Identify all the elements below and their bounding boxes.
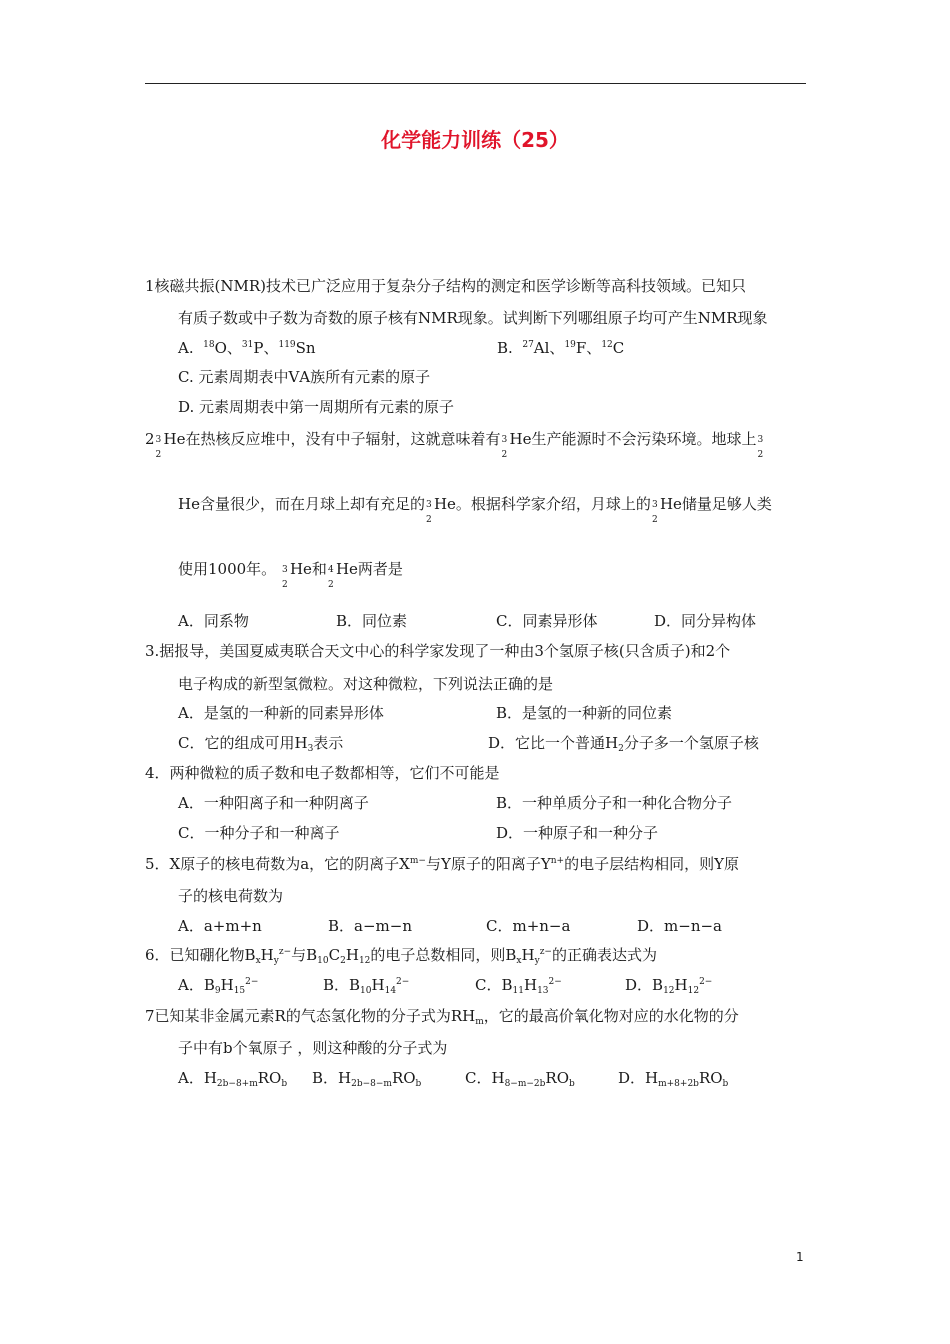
q7-option-a: A．$H_{2b-8+m}RO_b$ bbox=[178, 1069, 288, 1089]
q5-option-a: A．a+m+n bbox=[178, 917, 262, 935]
q7-text-line2: 子中有b个氧原子 ，则这种酸的分子式为 bbox=[178, 1039, 448, 1057]
he3-isotope-notation: 3 2 bbox=[501, 435, 508, 460]
page-title: 化学能力训练（25） bbox=[381, 128, 569, 152]
q1-option-a: A. $^{18}$O、$^{31}$P、$^{119}$Sn bbox=[178, 339, 316, 357]
q2-option-b: B．同位素 bbox=[336, 612, 408, 630]
q6-option-c: C．$B_{11}H_{13}^{2-}$ bbox=[475, 976, 562, 996]
q3-option-c: C．它的组成可用$H_3$表示 bbox=[178, 734, 344, 754]
q4-text: 4．两种微粒的质子数和电子数都相等，它们不可能是 bbox=[145, 764, 500, 782]
q1-text-line1: 1核磁共振(NMR)技术已广泛应用于复杂分子结构的测定和医学诊断等高科技领域。已知只 bbox=[145, 277, 747, 295]
q2-option-c: C．同素异形体 bbox=[496, 612, 598, 630]
q5-option-b: B．a−m−n bbox=[328, 917, 412, 935]
header-rule bbox=[145, 83, 806, 84]
q2-text-line3: 使用1000年。 3 2 He和 4 2 He两者是 bbox=[178, 560, 403, 590]
q4-option-c: C．一种分子和一种离子 bbox=[178, 824, 340, 842]
he3-isotope-notation: 3 2 bbox=[281, 565, 288, 590]
he3-isotope-notation: 3 2 bbox=[757, 435, 764, 460]
q7-option-b: B．$H_{2b-8-m}RO_b$ bbox=[312, 1069, 422, 1089]
q4-option-b: B．一种单质分子和一种化合物分子 bbox=[496, 794, 733, 812]
q2-option-d: D．同分异构体 bbox=[654, 612, 757, 630]
he3-isotope-notation: 3 2 bbox=[425, 500, 432, 525]
q2-option-a: A．同系物 bbox=[178, 612, 249, 630]
q3-option-b: B．是氢的一种新的同位素 bbox=[496, 704, 673, 722]
q1-option-d: D. 元素周期表中第一周期所有元素的原子 bbox=[178, 398, 455, 416]
q1-option-c: C. 元素周期表中ⅤA族所有元素的原子 bbox=[178, 368, 431, 386]
q1-text-line2: 有质子数或中子数为奇数的原子核有NMR现象。试判断下列哪组原子均可产生NMR现象 bbox=[178, 309, 768, 327]
q3-option-d: D．它比一个普通$H_2$分子多一个氢原子核 bbox=[488, 734, 759, 754]
q7-text-line1: 7已知某非金属元素R的气态氢化物的分子式为$RH_m$，它的最高价氧化物对应的水化物的分 bbox=[145, 1007, 739, 1027]
q7-option-d: D．$H_{m+8+2b}RO_b$ bbox=[618, 1069, 729, 1089]
q6-option-a: A．$B_9H_{15}^{2-}$ bbox=[178, 976, 259, 996]
q5-option-c: C．m+n−a bbox=[486, 917, 571, 935]
q5-option-d: D．m−n−a bbox=[637, 917, 722, 935]
he4-isotope-notation: 4 2 bbox=[327, 565, 334, 590]
q5-text-line2: 子的核电荷数为 bbox=[178, 887, 284, 905]
q3-option-a: A．是氢的一种新的同素异形体 bbox=[178, 704, 384, 722]
q3-text-line2: 电子构成的新型氢微粒。对这种微粒，下列说法正确的是 bbox=[178, 675, 554, 693]
q6-option-d: D．$B_{12}H_{12}^{2-}$ bbox=[625, 976, 713, 996]
q2-text-line1: 2 3 2 He在热核反应堆中，没有中子辐射，这就意味着有 3 2 He生产能源时不会污染环境。地球上 3 2 bbox=[145, 432, 765, 447]
he3-isotope-notation: 3 2 bbox=[155, 435, 162, 460]
q2-text-line2: He含量很少，而在月球上却有充足的 3 2 He。根据科学家介绍，月球上的 3 2 He储量足够人类 bbox=[178, 495, 772, 525]
q4-option-a: A．一种阳离子和一种阴离子 bbox=[178, 794, 369, 812]
q6-option-b: B．$B_{10}H_{14}^{2-}$ bbox=[323, 976, 410, 996]
q6-text: 6．已知硼化物$B_xH_y^{z-}$与$B_{10}C_2H_{12}$的电子总数相同，则$B_xH_y^{z-}$的正确表达式为 bbox=[145, 946, 657, 966]
q4-option-d: D．一种原子和一种分子 bbox=[496, 824, 659, 842]
q1-option-b: B. $^{27}$Al、$^{19}$F、$^{12}$C bbox=[497, 339, 625, 357]
q5-text-line1: 5．X原子的核电荷数为a，它的阴离子$X^{m-}$与Y原子的阳离子$Y^{n+}$的电子层结构相同，则Y原 bbox=[145, 855, 739, 873]
he3-isotope-notation: 3 2 bbox=[651, 500, 658, 525]
page-number: 1 bbox=[796, 1250, 804, 1264]
q7-option-c: C．$H_{8-m-2b}RO_b$ bbox=[465, 1069, 575, 1089]
q3-text-line1: 3.据报导，美国夏威夷联合天文中心的科学家发现了一种由3个氢原子核(只含质子)和2个 bbox=[145, 642, 731, 660]
